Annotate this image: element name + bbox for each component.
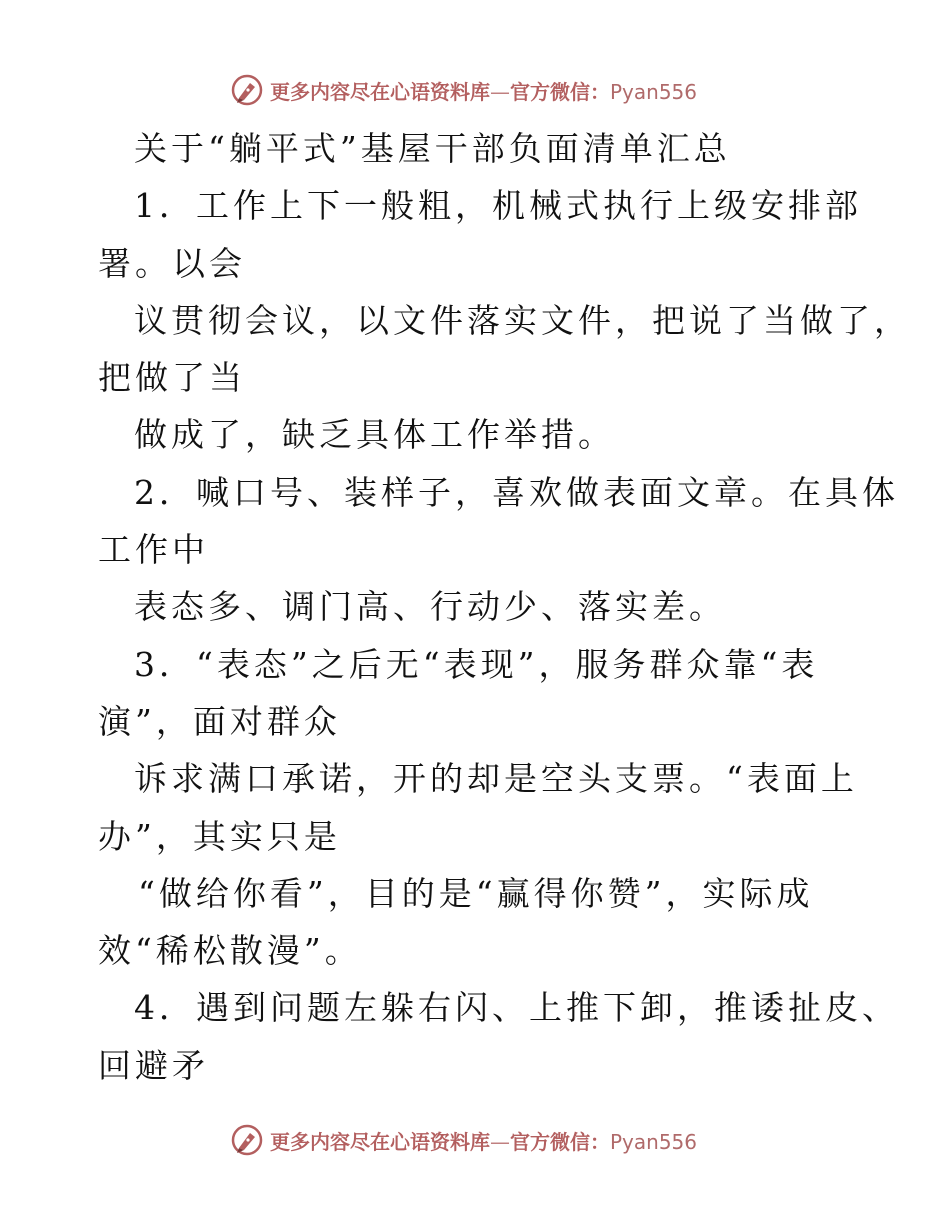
banner-separator: —: [490, 1129, 510, 1154]
paragraph-line: 演”，面对群众: [98, 701, 341, 741]
pen-nib-logo-icon: [230, 1123, 264, 1157]
footer-banner: [230, 1122, 697, 1158]
banner-brand-text: 更多内容尽在心语资料库: [270, 1129, 490, 1154]
header-banner: [230, 72, 697, 108]
banner-text: [270, 76, 697, 105]
banner-wechat-label: 官方微信：: [510, 1129, 610, 1154]
paragraph-line: 议贯彻会议，以文件落实文件，把说了当做了，: [134, 300, 911, 340]
document-title: 关于“躺平式”基屋干部负面清单汇总: [134, 129, 731, 168]
paragraph-line: 3．“表态”之后无“表现”，服务群众靠“表: [134, 644, 819, 684]
paragraph-line: 把做了当: [98, 358, 246, 398]
pen-nib-logo-icon: [230, 73, 264, 107]
paragraph-line: 署。以会: [98, 243, 246, 283]
paragraph-line: 工作中: [98, 530, 209, 570]
banner-wechat-label: 官方微信：: [510, 79, 610, 104]
paragraph-line: 回避矛: [98, 1045, 209, 1085]
paragraph-line: 表态多、调门高、行动少、落实差。: [134, 587, 726, 627]
paragraph-line: 效“稀松散漫”。: [98, 931, 362, 971]
paragraph-line: 4．遇到问题左躲右闪、上推下卸，推诿扯皮、: [134, 988, 899, 1028]
banner-brand-text: 更多内容尽在心语资料库: [270, 79, 490, 104]
paragraph-line: 做成了，缺乏具体工作举措。: [134, 415, 615, 455]
document-body: [98, 120, 911, 1094]
banner-text: [270, 1126, 697, 1155]
paragraph-line: 1．工作上下一般粗，机械式执行上级安排部: [134, 186, 862, 226]
banner-wechat-id: Pyan556: [610, 1129, 698, 1154]
paragraph-line: 2．喊口号、装样子，喜欢做表面文章。在具体: [134, 472, 899, 512]
paragraph-line: 诉求满口承诺，开的却是空头支票。“表面上: [134, 759, 858, 799]
banner-separator: —: [490, 79, 510, 104]
paragraph-line: 办”，其实只是: [98, 816, 341, 856]
paragraph-line: “做给你看”，目的是“赢得你赞”，实际成: [138, 873, 814, 913]
banner-wechat-id: Pyan556: [610, 79, 698, 104]
